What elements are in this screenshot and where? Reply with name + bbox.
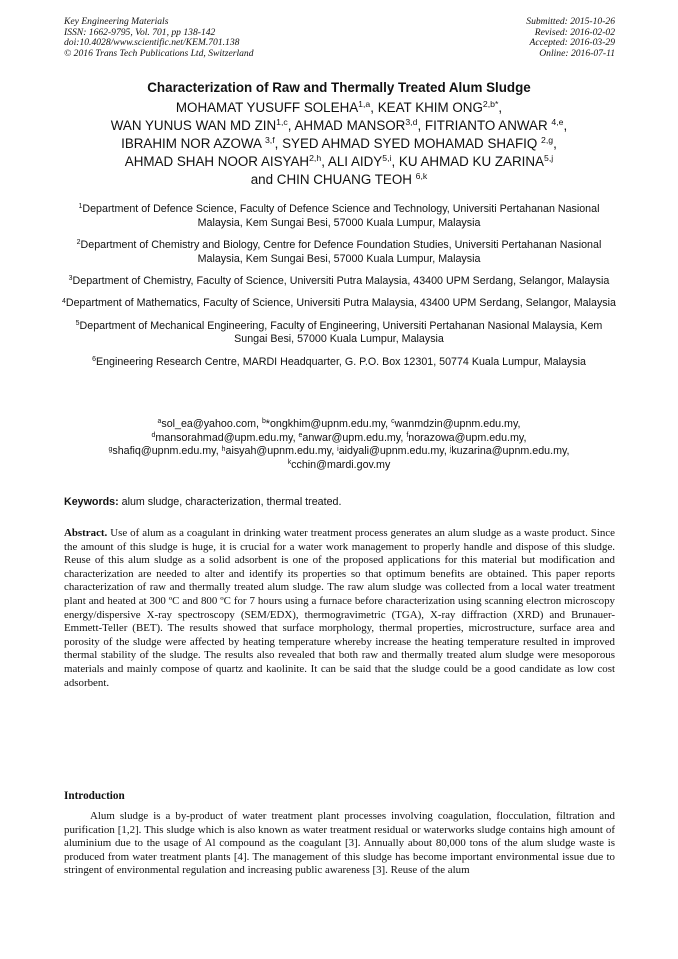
email-key: f (406, 431, 409, 439)
author-name: KEAT KHIM ONG (377, 100, 483, 115)
author-affil: 1,a (358, 99, 371, 110)
affiliation (60, 275, 618, 289)
affiliation (60, 239, 618, 266)
affiliation (60, 356, 618, 370)
keywords-label: Keywords: (64, 496, 119, 508)
email-key: c (391, 418, 395, 426)
email-key: k (287, 459, 292, 467)
paper-title: Characterization of Raw and Thermally Treated Alum Sludge (147, 80, 531, 95)
copyright: © 2016 Trans Tech Publications Ltd, Switzerland (64, 47, 254, 59)
submitted-date: Submitted: 2015-10-26 (526, 16, 615, 27)
author-affil: 2,b* (482, 99, 499, 110)
affiliation-number: 3 (68, 275, 73, 283)
author-name: IBRAHIM NOR AZOWA (121, 136, 262, 151)
email-link[interactable]: norazowa@upm.edu.my (408, 431, 524, 444)
affiliation-text: Engineering Research Centre, MARDI Headquarter, G. P.O. Box 12301, 50774 Kuala Lumpur, Malaysia (95, 355, 586, 368)
affiliation-number: 5 (75, 319, 80, 327)
email-link[interactable]: aidyali@upnm.edu.my (338, 445, 444, 458)
author-affil: 4,e (551, 117, 564, 128)
author-name: AHMAD SHAH NOOR AISYAH (124, 154, 310, 169)
abstract (64, 527, 615, 690)
abstract-label: Abstract. (64, 527, 108, 539)
accepted-date: Accepted: 2016-03-29 (529, 37, 615, 49)
author-name: SYED AHMAD SYED MOHAMAD SHAFIQ (282, 136, 538, 151)
author-name: ALI AIDY (327, 154, 383, 169)
affiliation-number: 6 (92, 355, 96, 363)
abstract-text: Use of alum as a coagulant in drinking water treatment process generates an alum sludge as a waste product. Since the amount of this sludge is huge, it is crucial for a water work management to properly handle and dispose of this sludge. Reuse of this alum sludge as a solid adsorbent is one of the proposed applications for this material but modification and characterization are needed to alter and identify its properties so that optimum benefits are obtained. This paper reports characterization of raw and thermally treated alum sludge. The raw alum sludge was collected from a local water treatment plant and heated at 300 ºC and 800 ºC for 7 hours using a furnace before characterization using scanning electron microscopy energy/dispersive X-ray spectroscopy (SEM/EDX), thermogravimetric (TGA), X-ray diffraction (XRD) and Brunauer-Emmett-Teller (BET). The results showed that surface morphology, thermal properties, microstructure, surface area and porosity of the sludge were affected by heating temperature whereby increase the heating temperature resulted in improved thermal stability of the sludge. The results also revealed that both raw and thermally treated alum sludge were mesoporous materials and mainly compose of quartz and kaolinite. It can be said that the sludge could be a good candidate as low cost adsorbent. (64, 527, 615, 689)
author-affil: 1,c (276, 117, 288, 128)
issn[interactable]: ISSN: 1662-9795, Vol. 701, pp 138-142 (64, 26, 216, 38)
email-key: d (151, 431, 156, 439)
journal-header (64, 17, 254, 59)
email-key: e (298, 431, 303, 439)
author-name: KU AHMAD KU ZARINA (398, 154, 544, 169)
email-link[interactable]: mansorahmad@upm.edu.my (155, 431, 293, 444)
affiliation (60, 297, 618, 311)
affiliation-text: Department of Chemistry and Biology, Centre for Defence Foundation Studies, Universiti Pertahanan Nasional Malaysia, Kem Sungai Besi, 57000 Kuala Lumpur, Malaysia (80, 238, 602, 265)
author-name: AHMAD MANSOR (294, 118, 406, 133)
author-affil: 2,g (541, 135, 554, 146)
affiliation-number: 2 (76, 239, 81, 247)
email-line: $^g$shafiq@upnm.edu.my, $^h$aisyah@upnm.edu.my, $^i$aidyali@upnm.edu.my, $^j$kuzarina@upnm.edu.my, (108, 445, 570, 458)
affiliation-text: Department of Mathematics, Faculty of Science, Universiti Putra Malaysia, 43400 UPM Serdang, Selangor, Malaysia (65, 297, 616, 310)
email-key: b (261, 418, 266, 426)
email-link[interactable]: aisyah@upnm.edu.my (225, 445, 332, 458)
email-line: $^a$sol_ea@yahoo.com, $^b$*ongkhim@upnm.edu.my, $^c$wanmdzin@upnm.edu.my, (157, 418, 521, 430)
email-key: j (449, 445, 452, 453)
email-link[interactable]: sol_ea@yahoo.com (161, 418, 256, 430)
author-affil: 5,i (382, 153, 392, 164)
online-date: Online: 2016-07-11 (539, 47, 615, 59)
author-line (30, 171, 648, 189)
affiliation-text: Department of Chemistry, Faculty of Science, Universiti Putra Malaysia, 43400 UPM Serdang, Selangor, Malaysia (72, 274, 610, 287)
author-affil: 2,h (309, 153, 322, 164)
journal-name: Key Engineering Materials (64, 16, 169, 27)
email-key: g (108, 445, 113, 453)
doi[interactable]: doi:10.4028/www.scientific.net/KEM.701.138 (64, 37, 240, 49)
email-link[interactable]: shafiq@upnm.edu.my (112, 445, 216, 458)
author-name: MOHAMAT YUSUFF SOLEHA (175, 100, 359, 115)
author-list (30, 99, 648, 189)
email-link[interactable]: *ongkhim@upnm.edu.my (265, 418, 386, 430)
author-affil: 5,j (543, 153, 554, 164)
author-name: FITRIANTO ANWAR (424, 118, 548, 133)
affiliation-text: Department of Defence Science, Faculty of Defence Science and Technology, Universiti Pertahanan Nasional Malaysia, Kem Sungai Besi, 57000 Kuala Lumpur, Malaysia (82, 203, 600, 229)
introduction-paragraph: Alum sludge is a by-product of water treatment plant processes involving coagulation, flocculation, filtration and purification [1,2]. This sludge which is also known as water treatment residual or waterworks sludge contains high amount of aluminium due to the usage of Al compound as the coagulant [3]. Annually about 80,000 tons of the alum sludge waste is produced from water treatment plants [4]. The management of this sludge has become important environmental issue due to stringent of environmental regulation and increasing public awareness [3]. Reuse of the alum (64, 810, 615, 877)
affiliation-number: 1 (78, 203, 83, 211)
author-affil: 6,k (415, 171, 428, 182)
author-line: WAN YUNUS WAN MD ZIN$^{1,c}$, AHMAD MANSOR$^{3,d}$, FITRIANTO ANWAR $^{4,e}$, (110, 117, 568, 133)
author-affil: 3,d (405, 117, 418, 128)
email-link[interactable]: cchin@mardi.gov.my (291, 459, 391, 472)
email-link[interactable]: kuzarina@upnm.edu.my (451, 445, 567, 458)
revised-date: Revised: 2016-02-02 (534, 26, 615, 38)
dates-header (526, 17, 615, 59)
author-line: MOHAMAT YUSUFF SOLEHA$^{1,a}$, KEAT KHIM $ONG^{2,b*}$, (175, 99, 503, 115)
affiliation (60, 203, 618, 230)
email-key: h (221, 445, 226, 453)
email-link[interactable]: wanmdzin@upnm.edu.my (394, 418, 518, 430)
keywords-text: alum sludge, characterization, thermal treated. (121, 496, 342, 508)
author-affil: 3,f (264, 135, 275, 146)
author-line: IBRAHIM NOR AZOWA $^{3,f}$, SYED AHMAD SYED MOHAMAD SHAFIQ $^{2,g}$, (121, 135, 557, 151)
author-joiner: and (250, 172, 274, 187)
author-name: CHIN CHUANG TEOH (276, 172, 412, 187)
affiliation-list (60, 203, 618, 378)
affiliation (60, 320, 618, 347)
introduction-heading: Introduction (64, 790, 125, 802)
affiliation-number: 4 (62, 297, 66, 305)
author-name: WAN YUNUS WAN MD ZIN (110, 118, 277, 133)
email-key: a (157, 418, 162, 426)
keywords (64, 496, 341, 508)
affiliation-text: Department of Mechanical Engineering, Faculty of Engineering, Universiti Pertahanan Nasional Malaysia, Kem Sungai Besi, 57000 Kuala Lumpur, Malaysia (79, 319, 603, 346)
email-link[interactable]: anwar@upm.edu.my (302, 431, 401, 444)
email-line (60, 459, 618, 473)
author-line: AHMAD SHAH NOOR AISYAH$^{2,h}$, ALI AIDY$^{5,i}$, KU AHMAD KU ZARINA$^{5,j}$ (124, 153, 554, 169)
email-list (60, 418, 618, 473)
email-key: i (337, 445, 339, 453)
email-line: $^d$mansorahmad@upm.edu.my, $^e$anwar@upm.edu.my, $^f$norazowa@upm.edu.my, (151, 431, 527, 444)
